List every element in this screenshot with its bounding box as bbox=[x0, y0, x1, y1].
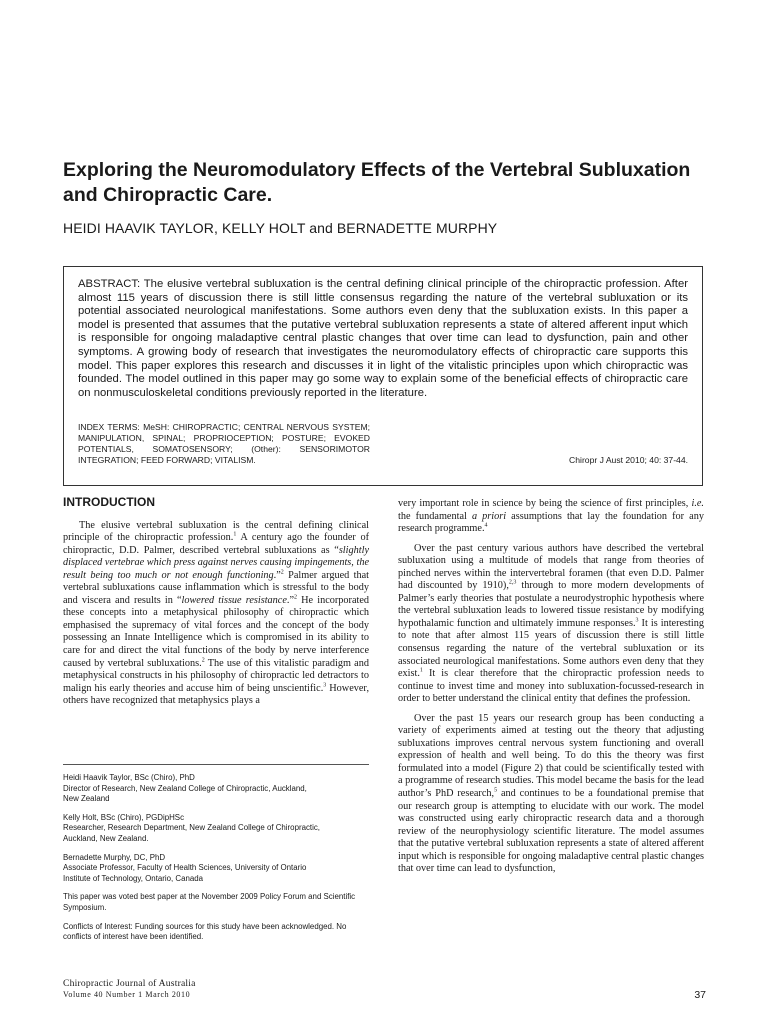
intro-paragraph-continued: very important role in science by being the science of first principles, i.e. the fundamental a priori assumptions that lay the foundation for any research programme.$^4$ bbox=[398, 498, 704, 535]
intro-paragraph-1: The elusive vertebral subluxation is the central defining clinical principle of the chiropractic profession.$^1$ A century ago the founder of chiropractic, D.D. Palmer, described vertebral subluxations as “slightly displaced vertebrae which press against nerves causing impingements, the result being too much or not enough functioning.”$^2$ Palmer argued that vertebral subluxations cause inflammation which is stressful to the body and viscera and results in “lowered tissue resistance.”$^2$ He incorporated these concepts into a metaphysical philosophy of chiropractic which emphasised the supremacy of vital forces and the concept of the body possessing an Innate Intelligence which is compromised in its ability to care for and direct the vital functions of the body by nerve interference caused by vertebral subluxations.$^2$ The use of this vitalistic paradigm and metaphysical constructs in his philosophy of chiropractic led detractors to malign his early theories and accuse him of being unscientific.$^3$ However, others have recognized that metaphysics plays a bbox=[63, 519, 370, 707]
footer-journal-name: Chiropractic Journal of Australia bbox=[63, 978, 196, 989]
affiliation-murphy: Bernadette Murphy, DC, PhD Associate Professor, Faculty of Health Sciences, University of Ontario Institute of Technology, Ontario, Canada bbox=[63, 852, 307, 883]
journal-footer bbox=[63, 978, 196, 1000]
section-heading-introduction: INTRODUCTION bbox=[63, 495, 155, 509]
abstract-box bbox=[63, 266, 703, 486]
page-number: 37 bbox=[694, 989, 706, 1001]
abstract-text: ABSTRACT: The elusive vertebral subluxation is the central defining clinical principle of the chiropractic profession. After almost 115 years of discussion there is still little consensus regarding the nature of the vertebral subluxation or its potential associated neurological manifestations. Some authors even deny that the subluxation exists. In this paper a model is presented that assumes that the putative vertebral subluxation represents a state of altered afferent input which is responsible for ongoing maladaptive central plastic changes that over time can lead to dysfunction, pain and other symptoms. A growing body of research that investigates the neuromodulatory effects of chiropractic care supports this model. This paper explores this research and discusses it in light of the vitalistic principles upon which chiropractic was founded. The model outlined in this paper may go some way to explain some of the beneficial effects of chiropractic care on nonmusculoskeletal conditions previously reported in the literature. bbox=[78, 278, 688, 399]
footer-volume-info: Volume 40 Number 1 March 2010 bbox=[63, 990, 191, 999]
index-terms: INDEX TERMS: MeSH: CHIROPRACTIC; CENTRAL NERVOUS SYSTEM; MANIPULATION, SPINAL; PROPRIOCEPTION; POSTURE; EVOKED POTENTIALS, SOMATOSENSORY; (Other): SENSORIMOTOR INTEGRATION; FEED FORWARD; VITALISM. bbox=[78, 422, 370, 465]
author-affiliations bbox=[63, 773, 369, 951]
author-list: HEIDI HAAVIK TAYLOR, KELLY HOLT and BERNADETTE MURPHY bbox=[63, 220, 498, 236]
index-terms-row bbox=[78, 422, 688, 466]
left-column bbox=[63, 496, 369, 708]
award-note: This paper was voted best paper at the November 2009 Policy Forum and Scientific Symposium. bbox=[63, 892, 356, 912]
affiliation-holt: Kelly Holt, BSc (Chiro), PGDipHSc Researcher, Research Department, New Zealand College of Chiropractic, Auckland, New Zealand. bbox=[63, 812, 321, 843]
affiliation-taylor: Heidi Haavik Taylor, BSc (Chiro), PhD Director of Research, New Zealand College of Chiropractic, Auckland, New Zealand bbox=[63, 773, 307, 804]
intro-paragraph-2: Over the past century various authors have described the vertebral subluxation using a multitude of models that range from theories of pinched nerves within the intervertebral foramen (that even D.D. Palmer had discounted by 1910),$^{2,3}$ through to more modern developments of Palmer’s early theories that postulate a neurodystrophic hypothesis where the vertebral subluxation leads to lowered tissue resistance by modifying hypothalamic function and ultimately immune responses.$^3$ It is interesting to note that after almost 115 years of discussion there is still little consensus regarding the nature of the vertebral subluxation or its associated neurological manifestations. Some authors even deny that they exist.$^1$ It is clear therefore that the chiropractic profession needs to continue to invest time and money into subluxation-focussed-research in order to better understand the clinical entity that defines the profession. bbox=[398, 542, 704, 705]
intro-paragraph-3: Over the past 15 years our research group has been conducting a variety of experiments aimed at testing out the theory that adjusting subluxations improves central nervous system functioning and overall expression of health and well being. To do this the theory was first formulated into a model (Figure 2) that could be scientifically tested with a programme of research studies. This model became the basis for the lead author’s PhD research,$^5$ and continues to be a foundational premise that our research group is attempting to elucidate with our work. The model was constructed using early chiropractic research data and a thorough review of the neurophysiology scientific literature. The model assumes that the putative vertebral subluxation represents a state of altered afferent input which is responsible for ongoing maladaptive central plastic changes that over time can lead to dysfunction, bbox=[398, 712, 704, 875]
journal-citation: Chiropr J Aust 2010; 40: 37-44. bbox=[569, 454, 688, 465]
right-column bbox=[398, 498, 704, 876]
conflicts-note: Conflicts of Interest: Funding sources for this study have been acknowledged. No conflicts of interest have been identified. bbox=[63, 921, 347, 942]
footnote-divider bbox=[63, 764, 369, 765]
paper-title: Exploring the Neuromodulatory Effects of the Vertebral Subluxation and Chiropractic Care. bbox=[63, 159, 691, 207]
